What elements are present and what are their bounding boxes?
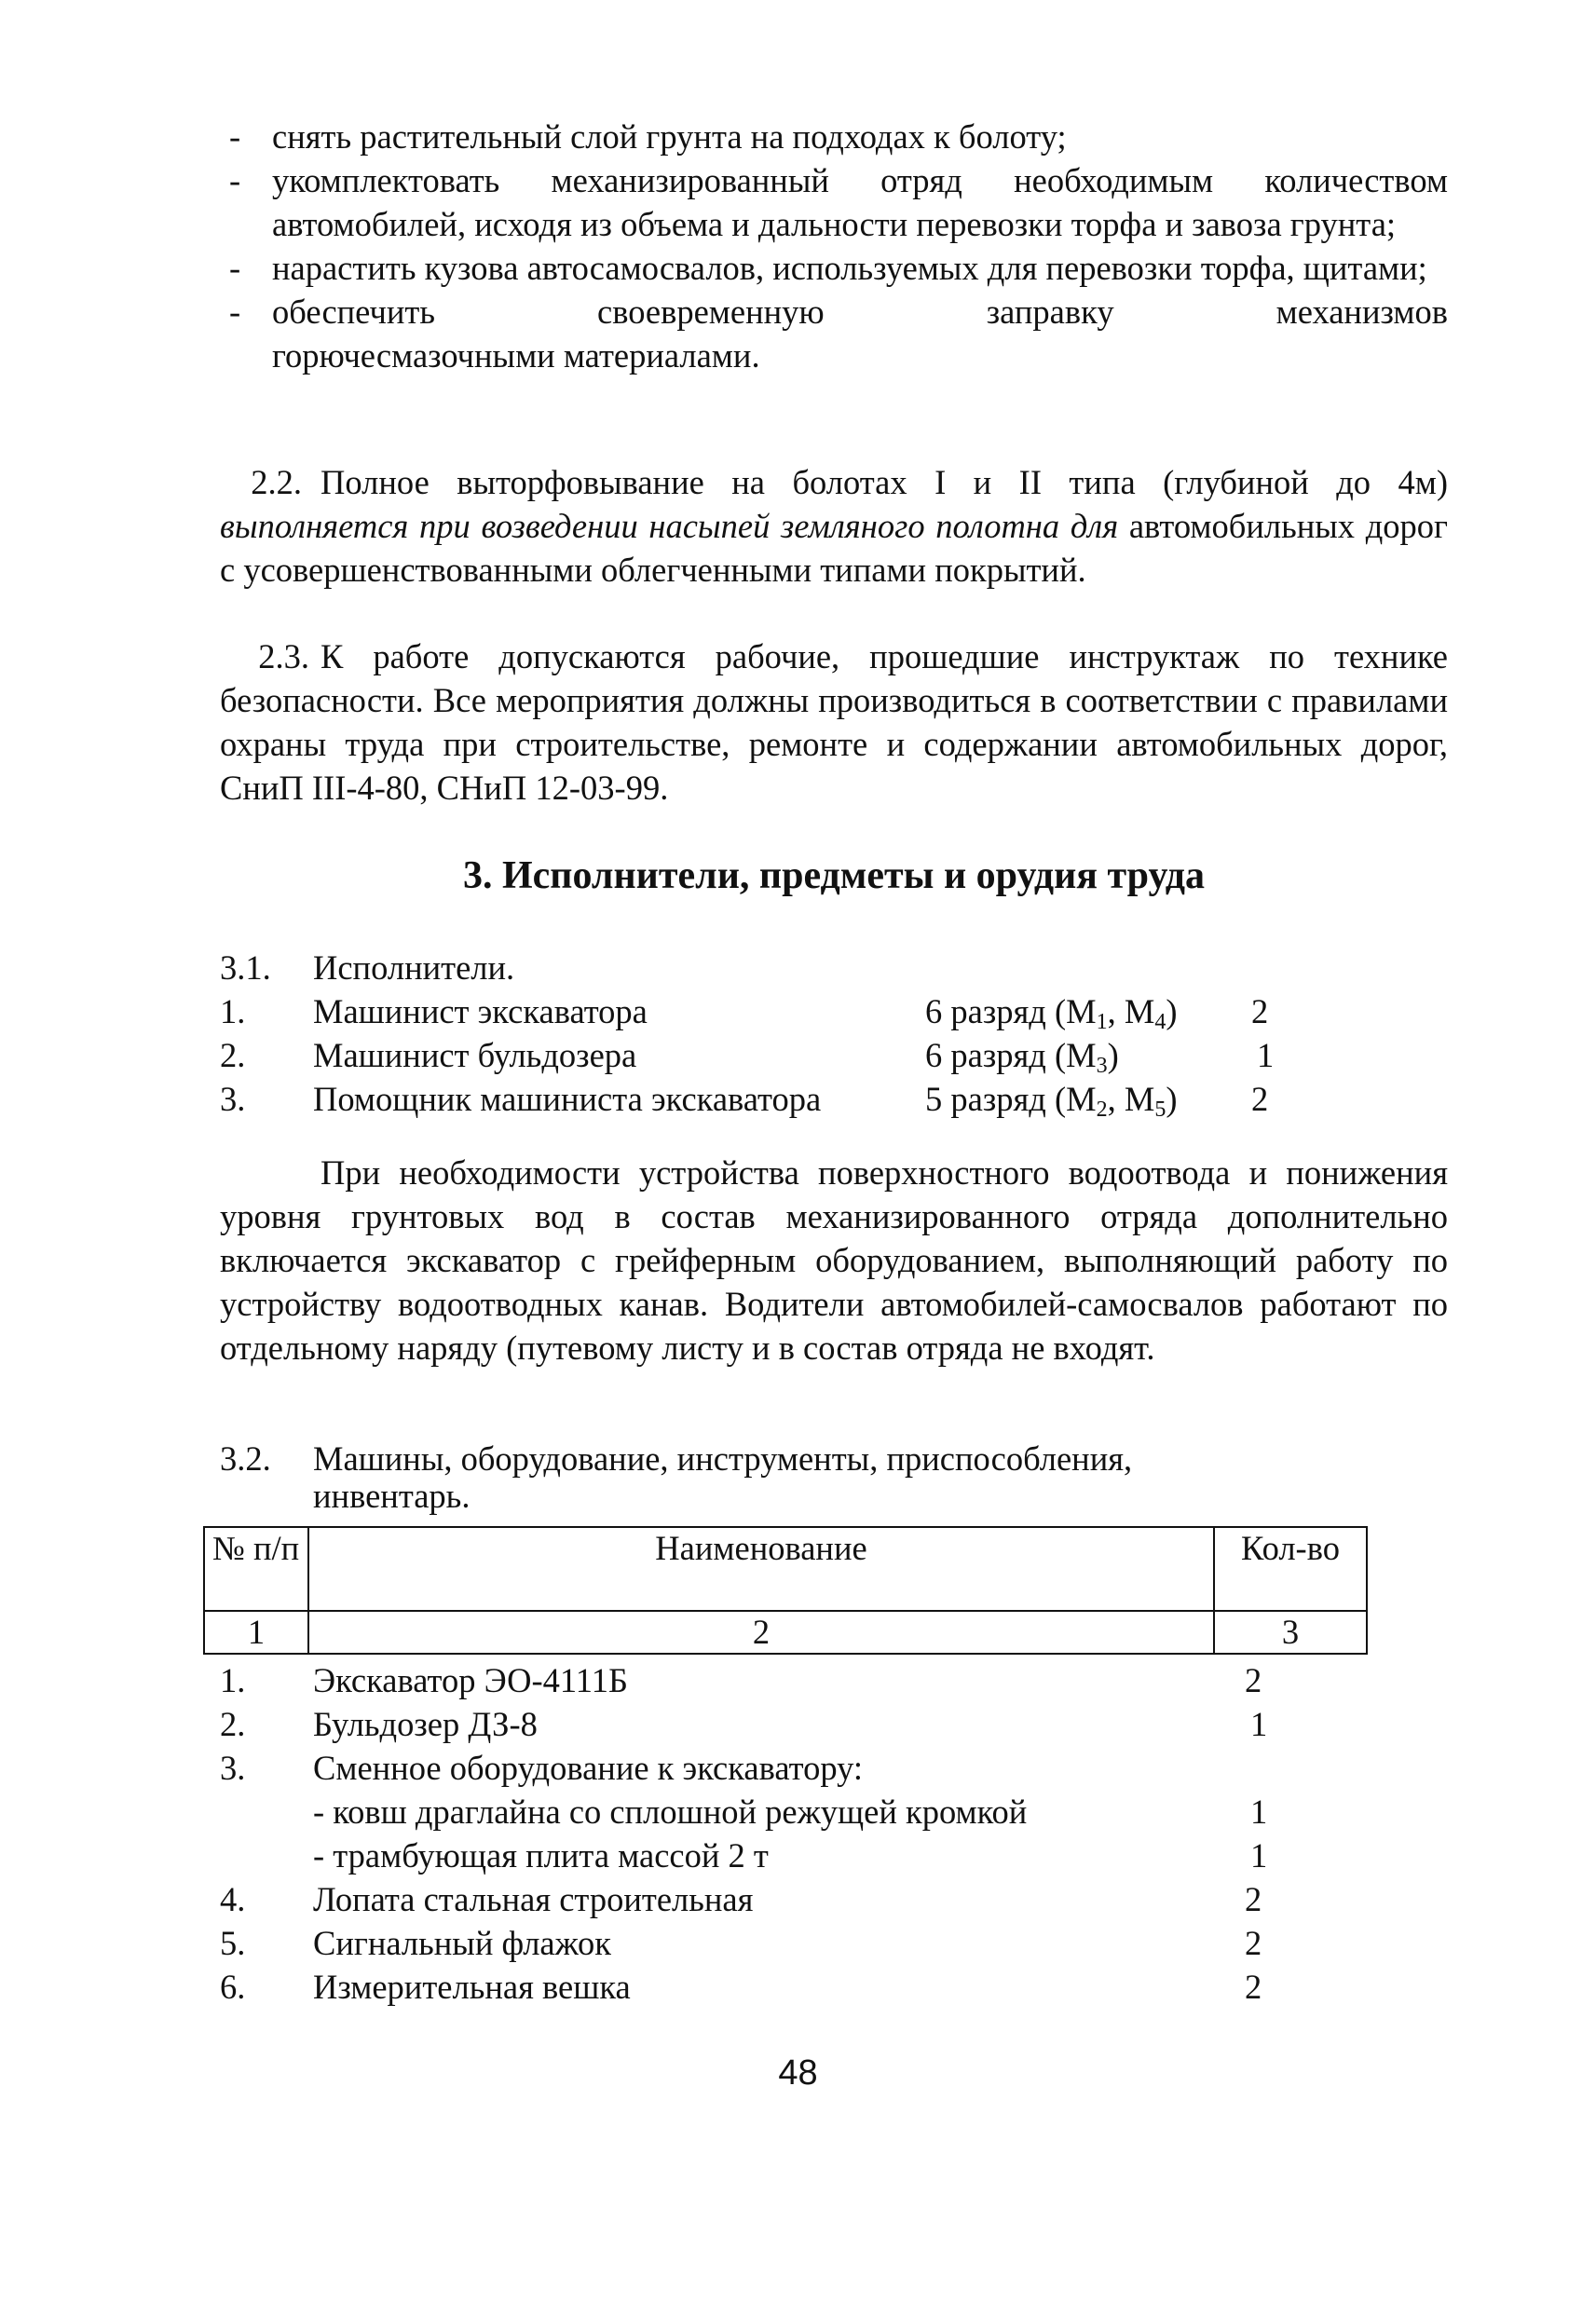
grade-sub: 4	[1154, 1010, 1166, 1034]
worker-num: 3.	[220, 1080, 246, 1118]
bullet-item	[220, 246, 1448, 290]
worker-name: Машинист экскаватора	[313, 992, 648, 1030]
item-num: 5.	[220, 1924, 246, 1962]
item-num: 3.	[220, 1749, 246, 1787]
section-3-2	[220, 1437, 1448, 1518]
table-column-numbers-row	[204, 1611, 1367, 1654]
list-item	[220, 1746, 1448, 1790]
list-item	[220, 1702, 1448, 1746]
item-qty: 2	[1245, 1880, 1262, 1918]
item-qty: 1	[1250, 1836, 1268, 1875]
col-number: 1	[204, 1611, 308, 1654]
item-num: 6.	[220, 1968, 246, 2006]
item-qty: 2	[1245, 1968, 1262, 2006]
item-name: Сигнальный флажок	[313, 1924, 611, 1962]
item-name: - ковш драглайна со сплошной режущей кромкой	[313, 1793, 1028, 1831]
worker-row	[220, 1077, 1448, 1121]
grade-text: 6 разряд (M	[925, 1036, 1097, 1074]
header-qty: Кол-во	[1214, 1527, 1367, 1611]
worker-name: Помощник машиниста экскаватора	[313, 1080, 822, 1118]
section-3-2-title-line2: инвентарь.	[313, 1477, 471, 1515]
item-num: 1.	[220, 1661, 246, 1699]
header-name: Наименование	[308, 1527, 1214, 1611]
list-item	[220, 1790, 1448, 1834]
page-number: 48	[778, 2053, 818, 2093]
header-no: № п/п	[204, 1527, 308, 1611]
section-heading: 3. Исполнители, предметы и орудия труда	[462, 854, 1206, 897]
list-item	[220, 1921, 1448, 1965]
item-name: Лопата стальная строительная	[313, 1880, 754, 1918]
section-3-1	[220, 946, 1448, 1121]
grade-text: 5 разряд (M	[925, 1080, 1097, 1118]
item-name: - трамбующая плита массой 2 т	[313, 1836, 769, 1875]
list-item	[220, 1658, 1448, 1702]
item-name: Сменное оборудование к экскаватору:	[313, 1749, 864, 1787]
para-2-2-text1: Полное выторфовывание на болотах I и II типа (глубиной до 4м)	[321, 463, 1448, 501]
worker-row	[220, 989, 1448, 1033]
list-item	[220, 1834, 1448, 1877]
section-3-1-number: 3.1.	[220, 948, 271, 987]
bullet-item	[220, 115, 1448, 158]
list-item	[220, 1965, 1448, 2009]
bullet-item	[220, 158, 1448, 246]
item-qty: 2	[1245, 1661, 1262, 1699]
worker-count: 2	[1251, 1080, 1269, 1118]
item-qty: 1	[1250, 1793, 1268, 1831]
section-3-1-title-row	[220, 946, 1448, 989]
equipment-table-header	[203, 1526, 1368, 1655]
grade-sub: 2	[1096, 1098, 1108, 1122]
bullet-dash: -	[229, 249, 241, 287]
grade-text: )	[1166, 992, 1178, 1030]
para-2-2-text2: автомобильных дорог с усовершенствованными облегченными типами покрытий.	[220, 507, 1448, 589]
section-3-1-title: Исполнители.	[313, 948, 515, 987]
item-name: Измерительная вешка	[313, 1968, 631, 2006]
para-2-2-number: 2.2.	[251, 463, 302, 501]
worker-grade	[925, 1033, 1251, 1077]
item-num	[220, 1834, 313, 1877]
paragraph-2-2	[220, 460, 1448, 592]
worker-row	[220, 1033, 1448, 1077]
paragraph-2-3	[220, 634, 1448, 810]
note-paragraph	[220, 1151, 1448, 1370]
bullet-text: укомплектовать механизированный отряд необходимым количеством автомобилей, исходя из объема и дальности перевозки торфа и завоза грунта;	[272, 161, 1448, 243]
item-qty	[1245, 1746, 1282, 1790]
item-num: 4.	[220, 1880, 246, 1918]
table-header-row	[204, 1527, 1367, 1611]
col-number: 2	[308, 1611, 1214, 1654]
bullet-text-line1: обеспечить своевременную заправку механизмов	[272, 293, 1448, 331]
bullet-text-line2: горючесмазочными материалами.	[272, 336, 760, 375]
worker-num: 2.	[220, 1036, 246, 1074]
section-3-2-title: Машины, оборудование, инструменты, приспособления,	[313, 1439, 1133, 1478]
col-number: 3	[1214, 1611, 1367, 1654]
worker-num: 1.	[220, 992, 246, 1030]
item-num	[220, 1790, 313, 1834]
grade-text: )	[1166, 1080, 1178, 1118]
note-text: При необходимости устройства поверхностного водоотвода и понижения уровня грунтовых вод в состав механизированного отряда дополнительно включается экскаватор с грейферным оборудованием, выполняющий работу по устройству водоотводных канав. Водители автомобилей-самосвалов работают по отдельному наряду (путевому листу и в состав отряда не входят.	[220, 1153, 1448, 1367]
worker-grade	[925, 1077, 1251, 1121]
section-3-2-number: 3.2.	[220, 1439, 271, 1478]
worker-count: 1	[1257, 1036, 1275, 1074]
item-qty: 2	[1245, 1924, 1262, 1962]
worker-name: Машинист бульдозера	[313, 1036, 637, 1074]
para-2-3-number: 2.3.	[258, 637, 309, 675]
item-num: 2.	[220, 1705, 246, 1743]
item-name: Бульдозер ДЗ-8	[313, 1705, 538, 1743]
bullet-item	[220, 290, 1448, 377]
grade-text: , M	[1107, 1080, 1155, 1118]
item-name: Экскаватор ЭО-4111Б	[313, 1661, 628, 1699]
item-qty: 1	[1250, 1705, 1268, 1743]
grade-sub: 1	[1096, 1010, 1108, 1034]
bullet-text: нарастить кузова автосамосвалов, используемых для перевозки торфа, щитами;	[272, 249, 1427, 287]
para-2-3-text: К работе допускаются рабочие, прошедшие инструктаж по технике безопасности. Все мероприятия должны производиться в соответствии с правилами охраны труда при строительстве, ремонте и содержании автомобильных дорог, СниП III-4-80, СНиП 12-03-99.	[220, 637, 1448, 807]
bullet-dash: -	[229, 161, 241, 199]
para-2-2-italic: выполняется при возведении насыпей земляного полотна для	[220, 507, 1119, 545]
equipment-list	[220, 1658, 1448, 2009]
grade-sub: 5	[1154, 1098, 1166, 1122]
bullet-text-wrap	[272, 290, 1448, 377]
bullet-dash: -	[229, 293, 241, 331]
bullet-dash: -	[229, 117, 241, 156]
grade-sub: 3	[1096, 1054, 1108, 1078]
grade-text: 6 разряд (M	[925, 992, 1097, 1030]
grade-text: )	[1107, 1036, 1119, 1074]
bullet-list	[220, 115, 1448, 377]
bullet-text: снять растительный слой грунта на подходах к болоту;	[272, 117, 1067, 156]
grade-text: , M	[1107, 992, 1155, 1030]
worker-count: 2	[1251, 992, 1269, 1030]
worker-grade	[925, 989, 1251, 1033]
list-item	[220, 1877, 1448, 1921]
